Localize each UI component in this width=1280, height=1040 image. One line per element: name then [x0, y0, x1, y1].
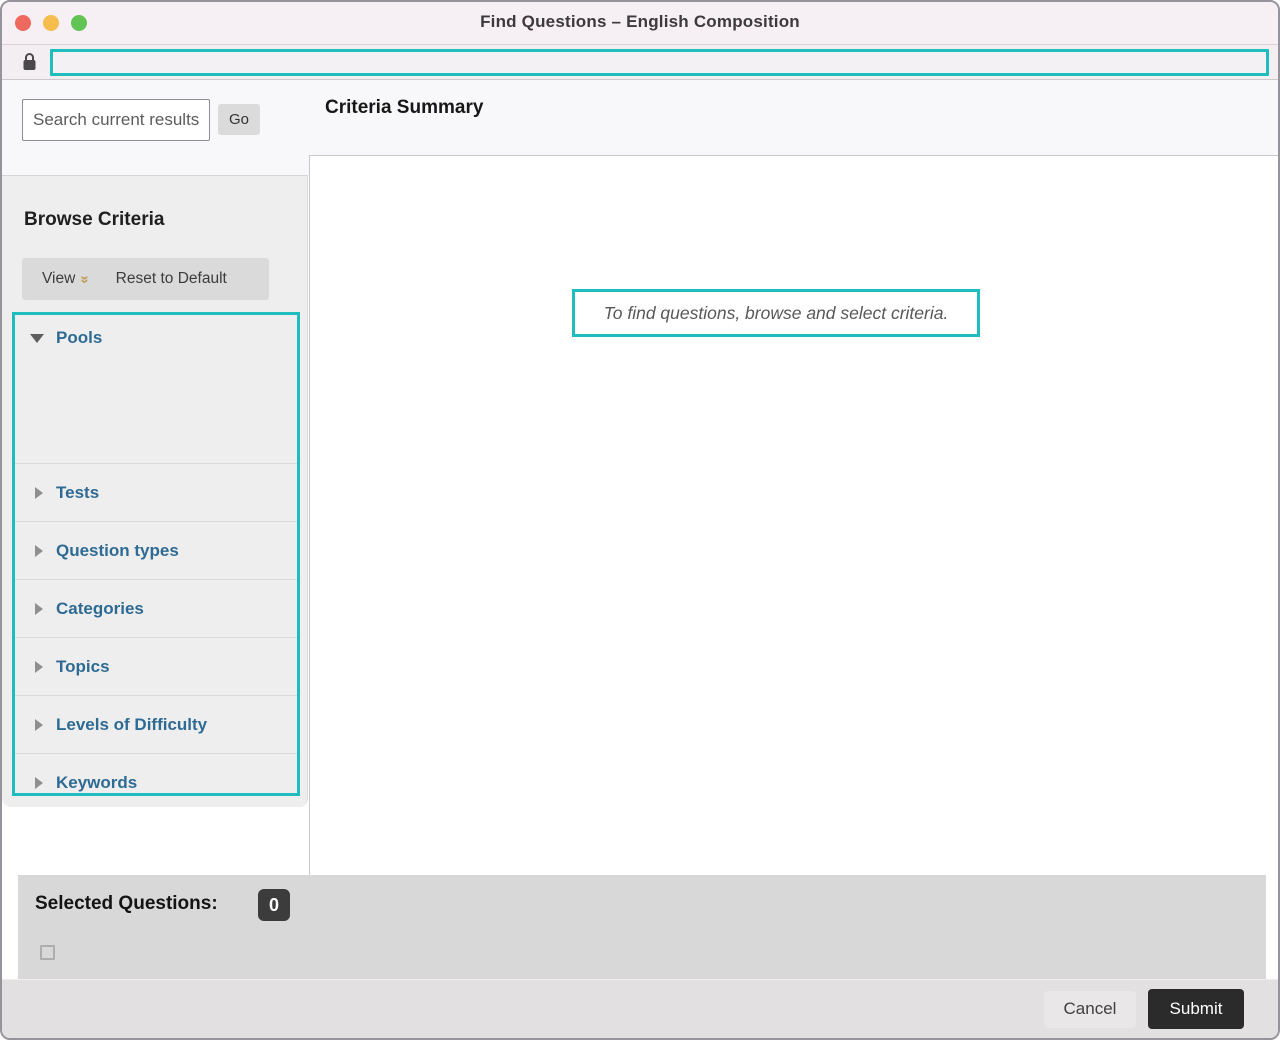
triangle-right-icon	[35, 777, 43, 789]
criteria-section-keywords[interactable]	[15, 753, 297, 811]
page-title: Criteria Summary	[325, 97, 484, 118]
criteria-accordion	[12, 312, 300, 796]
criteria-section-categories[interactable]	[15, 579, 297, 637]
empty-state-message-box	[572, 289, 980, 337]
criteria-section-label: Keywords	[56, 772, 138, 792]
criteria-section-tests[interactable]	[15, 463, 297, 521]
titlebar	[2, 2, 1278, 45]
triangle-right-icon	[35, 545, 43, 557]
browse-criteria-heading: Browse Criteria	[24, 209, 165, 230]
triangle-right-icon	[35, 603, 43, 615]
selected-questions-count-badge: 0	[258, 889, 290, 921]
triangle-right-icon	[35, 487, 43, 499]
criteria-section-label: Question types	[56, 540, 179, 560]
criteria-section-label: Categories	[56, 598, 144, 618]
view-menu-label: View	[42, 270, 76, 287]
criteria-section-label: Topics	[56, 656, 110, 676]
triangle-right-icon	[35, 661, 43, 673]
criteria-section-levels-of-difficulty[interactable]	[15, 695, 297, 753]
action-bar	[2, 979, 1278, 1038]
view-toolbar	[22, 258, 269, 300]
criteria-section-topics[interactable]	[15, 637, 297, 695]
select-all-checkbox[interactable]	[40, 945, 55, 960]
triangle-right-icon	[35, 719, 43, 731]
sidebar-search-area	[2, 80, 309, 175]
window-title: Find Questions – English Composition	[480, 12, 800, 31]
url-input[interactable]	[50, 49, 1269, 76]
search-input[interactable]	[22, 99, 210, 141]
reset-to-default-button[interactable]: Reset to Default	[100, 258, 243, 300]
lock-icon	[22, 52, 37, 77]
criteria-summary-panel	[309, 155, 1278, 875]
browser-toolbar	[2, 45, 1278, 80]
empty-state-message: To find questions, browse and select criteria.	[603, 302, 949, 323]
browse-criteria-panel	[2, 175, 308, 807]
chevron-down-icon: »	[77, 274, 94, 284]
cancel-button[interactable]: Cancel	[1044, 991, 1136, 1028]
criteria-section-label: Pools	[56, 328, 103, 347]
triangle-down-icon	[30, 334, 44, 343]
criteria-section-question-types[interactable]	[15, 521, 297, 579]
selected-questions-bar	[18, 875, 1266, 979]
criteria-section-pools[interactable]	[15, 315, 297, 463]
view-menu-button[interactable]	[22, 258, 100, 300]
go-button[interactable]: Go	[218, 104, 260, 135]
criteria-section-label: Levels of Difficulty	[56, 714, 208, 734]
criteria-section-label: Tests	[56, 482, 100, 502]
selected-questions-label: Selected Questions:	[35, 893, 218, 914]
submit-button[interactable]: Submit	[1148, 989, 1244, 1029]
